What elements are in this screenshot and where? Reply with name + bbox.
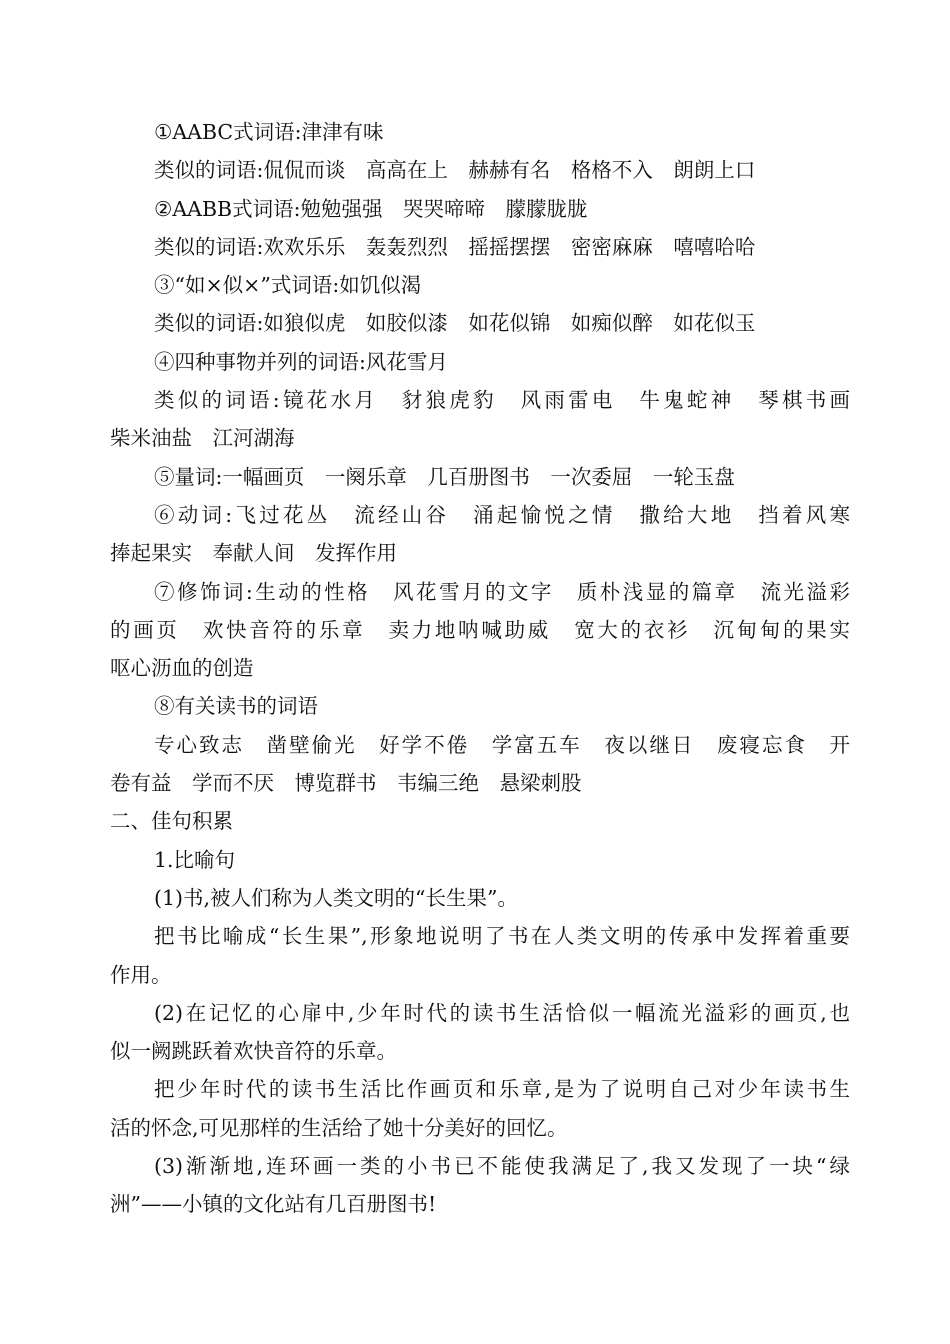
text-line-23: 作用。 [110, 962, 172, 987]
text-line-10: ⑤量词:一幅画页 一阕乐章 几百册图书 一次委屈 一轮玉盘 [154, 464, 735, 489]
text-line-1: ①AABC式词语:津津有味 [154, 120, 384, 144]
document-page [110, 113, 850, 1224]
text-line-8: 类似的词语:镜花水月 豺狼虎豹 风雨雷电 牛鬼蛇神 琴棋书画 [154, 388, 850, 413]
text-line-17: 专心致志 凿壁偷光 好学不倦 学富五车 夜以继日 废寝忘食 开 [154, 732, 850, 757]
text-line-14: 的画页 欢快音符的乐章 卖力地呐喊助威 宽大的衣衫 沉甸甸的果实 [110, 617, 850, 642]
text-line-15: 呕心沥血的创造 [110, 656, 254, 681]
text-line-4: 类似的词语:欢欢乐乐 轰轰烈烈 摇摇摆摆 密密麻麻 嘻嘻哈哈 [154, 234, 756, 259]
text-line-28: (3)渐渐地,连环画一类的小书已不能使我满足了,我又发现了一块“绿 [154, 1154, 850, 1179]
text-line-13: ⑦修饰词:生动的性格 风花雪月的文字 质朴浅显的篇章 流光溢彩 [154, 579, 850, 604]
text-line-11: ⑥动词:飞过花丛 流经山谷 涌起愉悦之情 撒给大地 挡着风寒 [154, 502, 850, 527]
text-line-24: (2)在记忆的心扉中,少年时代的读书生活恰似一幅流光溢彩的画页,也 [154, 1000, 850, 1025]
text-line-5: ③“如×似×”式词语:如饥似渴 [154, 273, 422, 298]
text-line-2: 类似的词语:侃侃而谈 高高在上 赫赫有名 格格不入 朗朗上口 [154, 158, 756, 183]
text-line-27: 活的怀念,可见那样的生活给了她十分美好的回忆。 [110, 1115, 568, 1140]
subsection-heading: 1.比喻句 [154, 847, 236, 872]
text-line-25: 似一阙跳跃着欢快音符的乐章。 [110, 1039, 397, 1064]
text-line-22: 把书比喻成“长生果”,形象地说明了书在人类文明的传承中发挥着重要 [154, 924, 850, 949]
text-line-18: 卷有益 学而不厌 博览群书 韦编三绝 悬梁刺股 [110, 771, 582, 796]
text-line-6: 类似的词语:如狼似虎 如胶似漆 如花似锦 如痴似醉 如花似玉 [154, 311, 756, 336]
text-line-21: (1)书,被人们称为人类文明的“长生果”。 [154, 885, 519, 910]
text-line-3: ②AABB式词语:勉勉强强 哭哭啼啼 朦朦胧胧 [154, 196, 588, 221]
text-line-26: 把少年时代的读书生活比作画页和乐章,是为了说明自己对少年读书生 [154, 1077, 850, 1102]
text-line-9: 柴米油盐 江河湖海 [110, 426, 295, 451]
text-line-29: 洲”——小镇的文化站有几百册图书! [110, 1192, 437, 1217]
text-line-16: ⑧有关读书的词语 [154, 694, 318, 719]
text-line-7: ④四种事物并列的词语:风花雪月 [154, 349, 448, 374]
text-line-12: 捧起果实 奉献人间 发挥作用 [110, 541, 397, 566]
section-heading: 二、佳句积累 [110, 809, 233, 834]
